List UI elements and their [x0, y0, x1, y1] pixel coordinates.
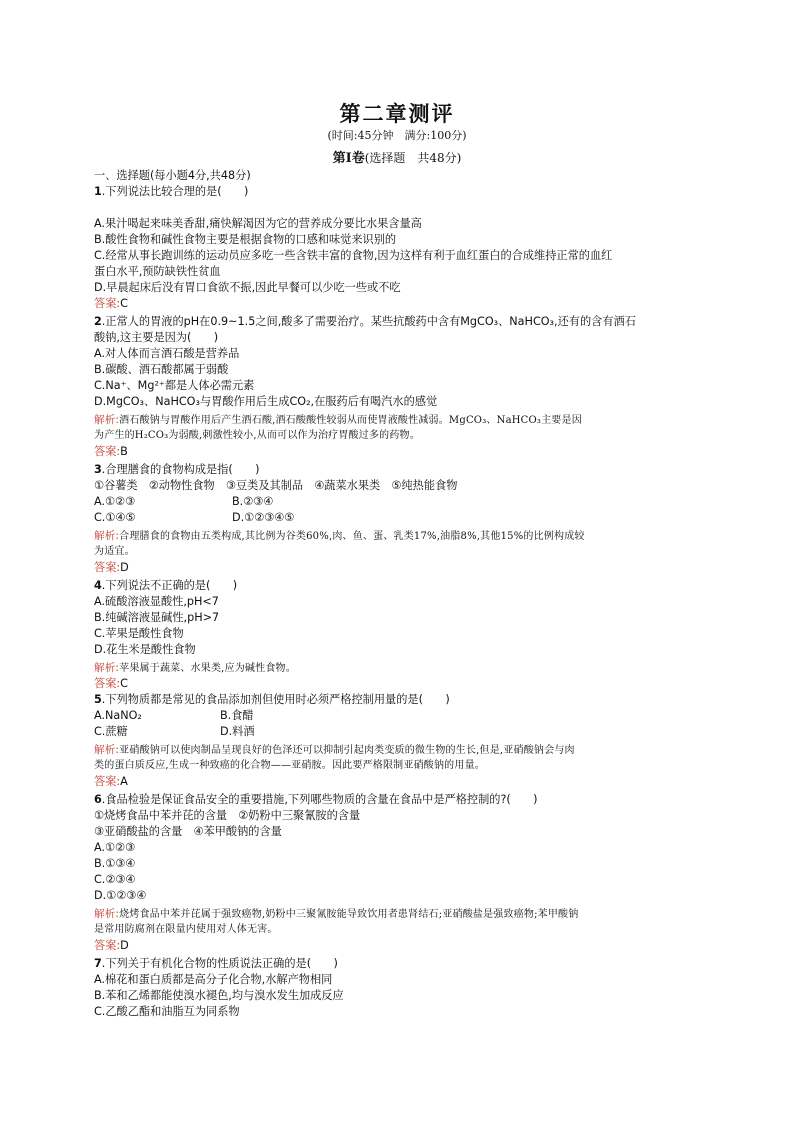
page-title: 第二章测评 — [339, 101, 455, 126]
option-a: A.NaNO₂ — [94, 709, 142, 722]
exam-info: (时间:45分钟 满分:100分) — [327, 129, 467, 142]
answer-value: C — [120, 297, 128, 310]
question-text: .下列说法比较合理的是( ) — [101, 185, 249, 198]
question-text: .下列关于有机化合物的性质说法正确的是( ) — [101, 957, 338, 970]
answer — [94, 676, 128, 692]
answer — [94, 938, 129, 954]
explain-label: 解析: — [94, 908, 120, 920]
options-row-1 — [94, 708, 254, 724]
option-d: D.MgCO₃、NaHCO₃与胃酸作用后生成CO₂,在服药后有喝汽水的感觉 — [94, 395, 438, 408]
question-text: .正常人的胃液的pH在0.9~1.5之间,酸多了需要治疗。某些抗酸药中含有MgCO₃、NaHCO₃,还有的含有酒石 — [101, 315, 636, 328]
question-number: 5 — [94, 693, 102, 706]
explain-text: 酒石酸钠与胃酸作用后产生酒石酸,酒石酸酸性较弱从而使胃液酸性减弱。MgCO₃、NaHCO₃主要是因 — [119, 415, 582, 426]
explain-text: 合理膳食的食物由五类构成,其比例为谷类60%,肉、鱼、蛋、乳类17%,油脂8%,其他15%的比例构成较 — [119, 531, 585, 542]
question-6-items-2: ③亚硝酸盐的含量 ④苯甲酸钠的含量 — [94, 825, 282, 838]
explain-text: 亚硝酸钠可以使肉制品呈现良好的色泽还可以抑制引起肉类变质的微生物的生长,但是,亚硝酸钠会与肉 — [119, 745, 575, 756]
question-3-stem — [94, 462, 260, 478]
question-2-stem — [94, 314, 636, 330]
explanation-cont: 是常用防腐剂在限量内使用对人体无害。 — [94, 924, 278, 935]
option-d: D.花生米是酸性食物 — [94, 643, 196, 656]
answer-label: 答案: — [94, 297, 121, 310]
question-text: .合理膳食的食物构成是指( ) — [101, 463, 260, 476]
answer-label: 答案: — [94, 445, 121, 458]
option-b: B.②③④ — [232, 495, 274, 508]
option-c: C.蔗糖 — [94, 725, 128, 738]
question-number: 2 — [94, 315, 102, 328]
explain-label: 解析: — [94, 662, 120, 674]
question-number: 7 — [94, 957, 102, 970]
question-number: 1 — [94, 185, 102, 198]
answer — [94, 560, 129, 576]
explain-label: 解析: — [94, 414, 120, 426]
option-d: D.料酒 — [220, 725, 255, 738]
option-a: A.果汁喝起来味美香甜,痛快解渴因为它的营养成分要比水果含量高 — [94, 217, 422, 230]
option-d: D.①②③④ — [94, 889, 147, 902]
question-5-stem — [94, 692, 450, 708]
option-a: A.①②③ — [94, 495, 136, 508]
option-b: B.①③④ — [94, 857, 136, 870]
explain-text: 烧烤食品中苯并芘属于强致癌物,奶粉中三聚氰胺能导致饮用者患肾结石;亚硝酸盐是强致癌物;苯甲酸钠 — [119, 909, 579, 920]
explain-label: 解析: — [94, 530, 120, 542]
explanation-cont: 为适宜。 — [94, 546, 135, 557]
option-b: B.纯碱溶液显碱性,pH>7 — [94, 611, 220, 624]
answer — [94, 444, 128, 460]
option-a: A.硫酸溶液显酸性,pH<7 — [94, 595, 219, 608]
option-a: A.棉花和蛋白质都是高分子化合物,水解产物相同 — [94, 973, 333, 986]
option-b: B.苯和乙烯都能使溴水褪色,均与溴水发生加成反应 — [94, 989, 344, 1002]
answer-value: B — [120, 445, 128, 458]
explanation — [94, 742, 575, 759]
question-number: 3 — [94, 463, 102, 476]
option-d: D.①②③④⑤ — [232, 511, 295, 524]
explanation — [94, 660, 296, 677]
answer-label: 答案: — [94, 939, 121, 952]
option-b: B.碳酸、酒石酸都属于弱酸 — [94, 363, 229, 376]
explain-label: 解析: — [94, 744, 120, 756]
explanation-cont: 类的蛋白质反应,生成一种致癌的化合物——亚硝胺。因此要严格限制亚硝酸钠的用量。 — [94, 760, 485, 771]
explanation — [94, 906, 578, 923]
question-3-items: ①谷薯类 ②动物性食物 ③豆类及其制品 ④蔬菜水果类 ⑤纯热能食物 — [94, 479, 458, 492]
option-b: B.酸性食物和碱性食物主要是根据食物的口感和味觉来识别的 — [94, 233, 397, 246]
option-c: C.经常从事长跑训练的运动员应多吃一些含铁丰富的食物,因为这样有利于血红蛋白的合成维持正常的血红 — [94, 249, 613, 262]
option-c: C.Na⁺、Mg²⁺都是人体必需元素 — [94, 379, 255, 392]
volume-rest: (选择题 共48分) — [364, 151, 462, 165]
question-4-stem — [94, 578, 237, 594]
options-row-2 — [94, 724, 255, 740]
volume-heading — [0, 147, 794, 166]
question-number: 6 — [94, 793, 102, 806]
option-b: B.食醋 — [220, 709, 254, 722]
question-7-stem — [94, 956, 338, 972]
answer — [94, 774, 128, 790]
options-row-1 — [94, 494, 274, 510]
answer-value: C — [120, 677, 128, 690]
option-a: A.对人体而言酒石酸是营养品 — [94, 347, 240, 360]
answer-label: 答案: — [94, 677, 121, 690]
question-number: 4 — [94, 579, 102, 592]
option-d: D.早晨起床后没有胃口食欲不振,因此早餐可以少吃一些或不吃 — [94, 281, 401, 294]
question-1-stem — [94, 184, 248, 200]
explanation — [94, 528, 585, 545]
question-6-stem — [94, 792, 538, 808]
explanation — [94, 412, 582, 429]
answer-label: 答案: — [94, 775, 121, 788]
option-a: A.①②③ — [94, 841, 136, 854]
section-heading: 一、选择题(每小题4分,共48分) — [94, 169, 251, 182]
answer-value: A — [120, 775, 128, 788]
option-c: C.①④⑤ — [94, 511, 136, 524]
question-text: .食品检验是保证食品安全的重要措施,下列哪些物质的含量在食品中是严格控制的?( ) — [101, 793, 538, 806]
question-text: .下列说法不正确的是( ) — [101, 579, 238, 592]
option-c-cont: 蛋白水平,预防缺铁性贫血 — [94, 265, 221, 278]
option-c: C.②③④ — [94, 873, 136, 886]
answer-label: 答案: — [94, 561, 121, 574]
answer-value: D — [120, 561, 129, 574]
option-c: C.苹果是酸性食物 — [94, 627, 184, 640]
explain-text: 苹果属于蔬菜、水果类,应为碱性食物。 — [119, 663, 296, 674]
answer-value: D — [120, 939, 129, 952]
answer — [94, 296, 128, 312]
question-6-items-1: ①烧烤食品中苯并芘的含量 ②奶粉中三聚氰胺的含量 — [94, 809, 361, 822]
options-row-2 — [94, 510, 295, 526]
question-text: .下列物质都是常见的食品添加剂但使用时必须严格控制用量的是( ) — [101, 693, 450, 706]
question-2-stem-cont: 酸钠,这主要是因为( ) — [94, 331, 219, 344]
explanation-cont: 为产生的H₂CO₃为弱酸,刺激性较小,从而可以作为治疗胃酸过多的药物。 — [94, 430, 420, 441]
option-c: C.乙酸乙酯和油脂互为同系物 — [94, 1005, 240, 1018]
volume-strong: 第Ⅰ卷 — [332, 151, 365, 166]
